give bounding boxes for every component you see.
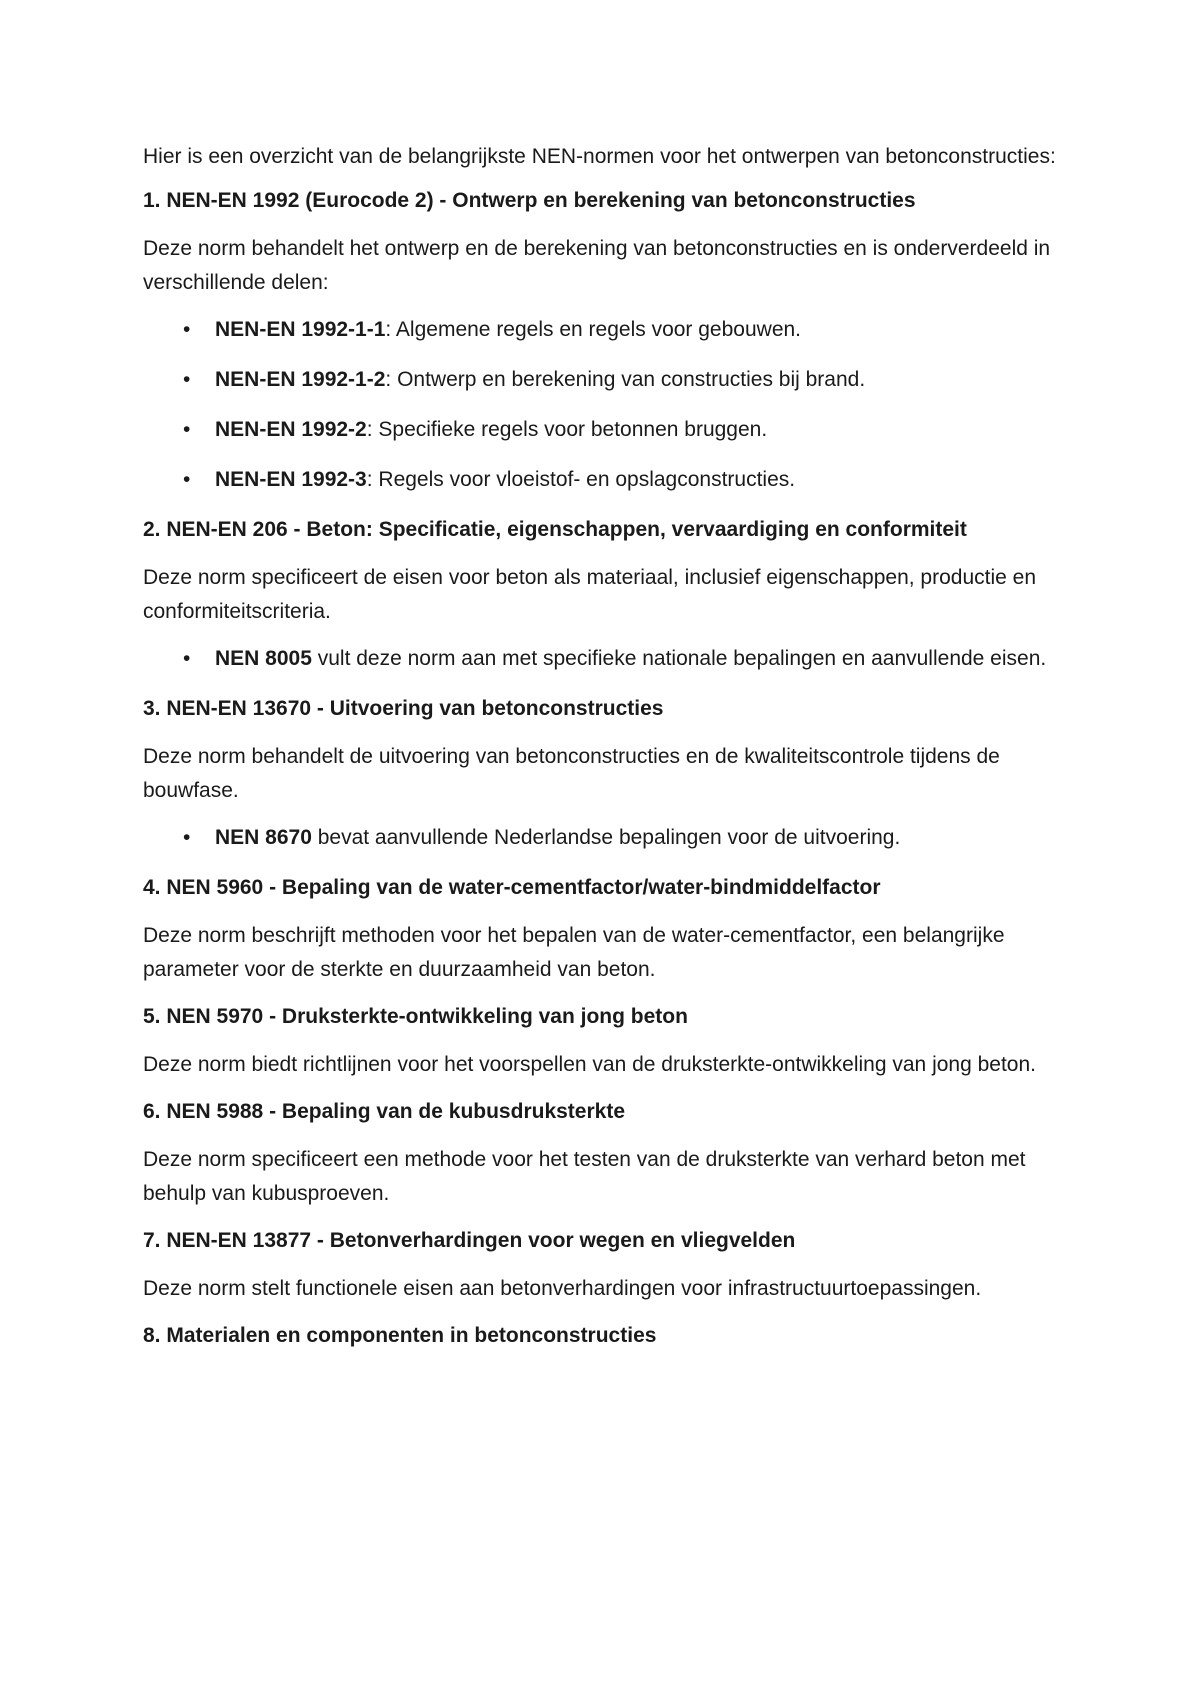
section-text-1: Deze norm behandelt het ontwerp en de berekening van betonconstructies en is onderverdeeld in verschillende delen: (143, 237, 1051, 294)
bullet-icon: • (183, 647, 191, 670)
section-text-7: Deze norm stelt functionele eisen aan betonverhardingen voor infrastructuurtoepassingen. (143, 1277, 982, 1300)
section-heading-8: 8. Materialen en componenten in betonconstructies (143, 1324, 657, 1347)
list-item: • NEN-EN 1992-1-2: Ontwerp en berekening van constructies bij brand. (143, 363, 1073, 397)
list-item: • NEN 8005 vult deze norm aan met specifieke nationale bepalingen en aanvullende eisen. (143, 642, 1073, 676)
section-list-2 (143, 642, 1073, 676)
section-text-3: Deze norm behandelt de uitvoering van betonconstructies en de kwaliteitscontrole tijdens de bouwfase. (143, 745, 1000, 802)
section-list-3 (143, 821, 1073, 855)
section-heading-7: 7. NEN-EN 13877 - Betonverhardingen voor wegen en vliegvelden (143, 1229, 796, 1252)
bullet-icon: • (183, 826, 191, 849)
document-page (143, 140, 1073, 1367)
list-item: • NEN-EN 1992-3: Regels voor vloeistof- en opslagconstructies. (143, 463, 1073, 497)
bullet-icon: • (183, 318, 191, 341)
section-list-1 (143, 313, 1073, 497)
bullet-icon: • (183, 468, 191, 491)
section-heading-4: 4. NEN 5960 - Bepaling van de water-cementfactor/water-bindmiddelfactor (143, 876, 881, 899)
bullet-icon: • (183, 368, 191, 391)
section-text-6: Deze norm specificeert een methode voor het testen van de druksterkte van verhard beton met behulp van kubusproeven. (143, 1148, 1026, 1205)
section-heading-6: 6. NEN 5988 - Bepaling van de kubusdruksterkte (143, 1100, 625, 1123)
section-heading-2: 2. NEN-EN 206 - Beton: Specificatie, eigenschappen, vervaardiging en conformiteit (143, 518, 967, 541)
section-text-2: Deze norm specificeert de eisen voor beton als materiaal, inclusief eigenschappen, productie en conformiteitscriteria. (143, 566, 1037, 623)
list-item: • NEN-EN 1992-1-1: Algemene regels en regels voor gebouwen. (143, 313, 1073, 347)
section-text-5: Deze norm biedt richtlijnen voor het voorspellen van de druksterkte-ontwikkeling van jong beton. (143, 1053, 1036, 1076)
intro-paragraph: Hier is een overzicht van de belangrijkste NEN-normen voor het ontwerpen van betonconstructies: (143, 145, 1056, 168)
list-item: • NEN-EN 1992-2: Specifieke regels voor betonnen bruggen. (143, 413, 1073, 447)
section-heading-5: 5. NEN 5970 - Druksterkte-ontwikkeling van jong beton (143, 1005, 688, 1028)
bullet-icon: • (183, 418, 191, 441)
section-text-4: Deze norm beschrijft methoden voor het bepalen van de water-cementfactor, een belangrijke parameter voor de sterkte en duurzaamheid van beton. (143, 924, 1005, 981)
section-heading-3: 3. NEN-EN 13670 - Uitvoering van betonconstructies (143, 697, 664, 720)
section-heading-1: 1. NEN-EN 1992 (Eurocode 2) - Ontwerp en berekening van betonconstructies (143, 189, 916, 212)
list-item: • NEN 8670 bevat aanvullende Nederlandse bepalingen voor de uitvoering. (143, 821, 1073, 855)
